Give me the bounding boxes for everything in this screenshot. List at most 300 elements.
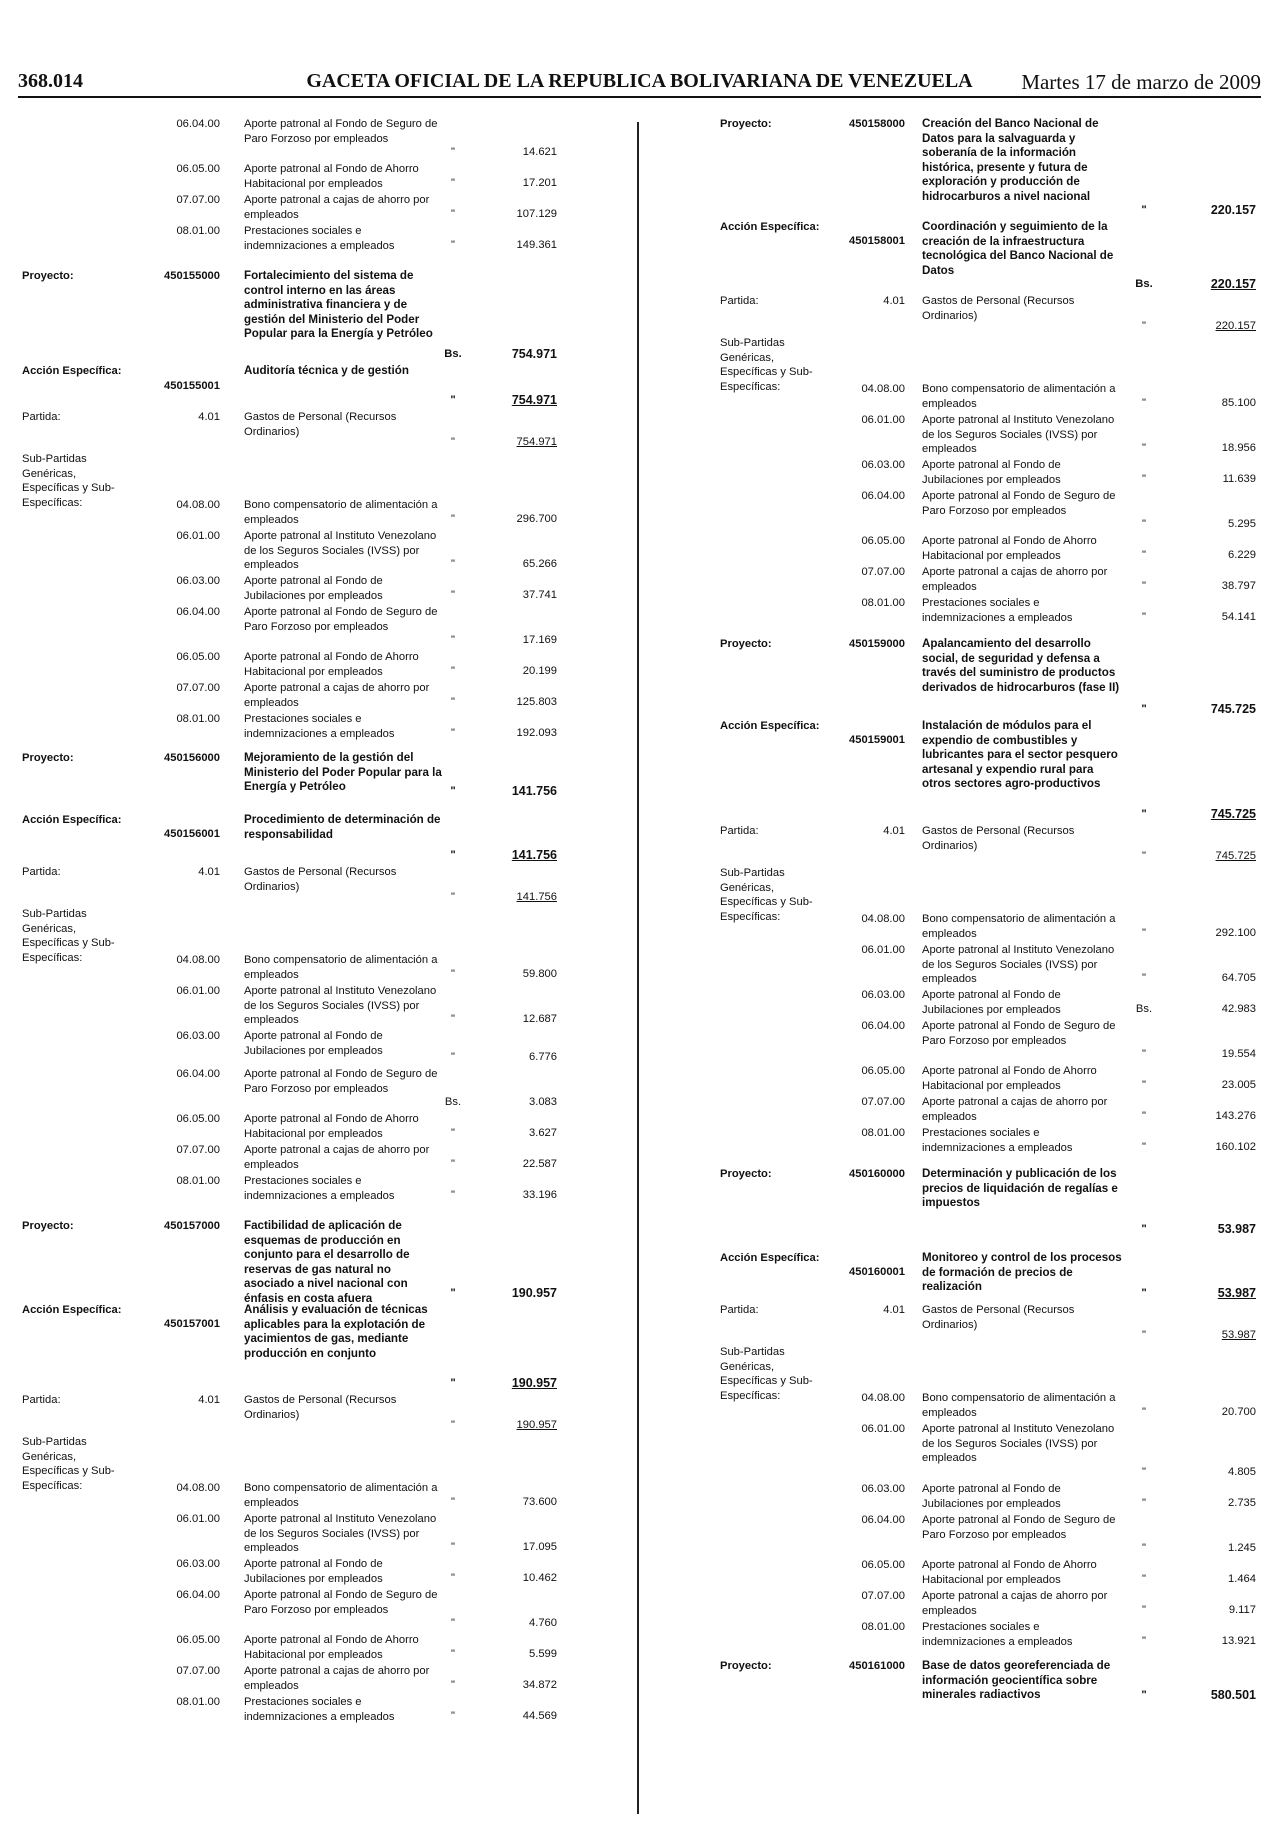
- row-amount: 44.569: [522, 1710, 557, 1722]
- row-description: Aporte patronal al Fondo de Ahorro Habitacional por empleados: [244, 1634, 419, 1661]
- row-description: Bono compensatorio de alimentación a empleados: [922, 913, 1116, 940]
- budget-row: [22, 117, 557, 162]
- row-amount: 4.760: [529, 1617, 557, 1629]
- row-code: 06.04.00: [176, 1589, 220, 1601]
- row-currency-mark: ": [1142, 850, 1146, 862]
- row-amount: 754.971: [511, 347, 557, 361]
- budget-row: [720, 596, 1256, 627]
- row-currency-mark: ": [1142, 1110, 1146, 1122]
- row-amount: 1.464: [1228, 1573, 1256, 1585]
- row-description: Prestaciones sociales e indemnizaciones a empleados: [244, 1696, 395, 1723]
- action-row: [22, 1303, 557, 1393]
- budget-row: [22, 193, 557, 224]
- row-amount: 17.095: [522, 1541, 557, 1553]
- row-label: Acción Específica:: [720, 1252, 820, 1264]
- row-amount: 5.295: [1228, 518, 1256, 530]
- row-currency-mark: ": [1142, 1497, 1146, 1509]
- row-currency-mark: ": [1142, 397, 1146, 409]
- row-code: 06.04.00: [861, 1020, 905, 1032]
- budget-row: [720, 1422, 1256, 1482]
- row-currency-mark: ": [451, 1158, 455, 1170]
- budget-row: [22, 865, 557, 907]
- row-amount: 745.725: [1215, 850, 1256, 862]
- budget-row: [720, 1126, 1256, 1157]
- budget-row: [22, 1481, 557, 1512]
- row-code: 06.03.00: [176, 575, 220, 587]
- budget-row: [720, 1513, 1256, 1558]
- row-description: Fortalecimiento del sistema de control interno en las áreas administrativa financiera y de gestión del Ministerio del Poder Popular para la Energía y Petróleo: [244, 269, 433, 341]
- row-code: 06.04.00: [176, 118, 220, 130]
- row-amount: 42.983: [1221, 1003, 1256, 1015]
- row-amount: 33.196: [522, 1189, 557, 1201]
- row-currency-mark: ": [451, 1189, 455, 1201]
- row-code: 450159000: [849, 638, 905, 650]
- row-label: Sub-Partidas Genéricas, Específicas y Sub-Específicas:: [22, 908, 115, 964]
- budget-row: [22, 1067, 557, 1112]
- row-amount: 17.169: [522, 634, 557, 646]
- row-amount: 53.987: [1221, 1329, 1256, 1341]
- column-divider: [637, 122, 639, 1814]
- budget-row: [22, 1393, 557, 1435]
- row-description: Aporte patronal a cajas de ahorro por empleados: [922, 566, 1108, 593]
- row-amount: 745.725: [1210, 807, 1256, 821]
- row-amount: 141.756: [516, 891, 557, 903]
- row-label: Partida:: [22, 411, 61, 423]
- row-amount: 73.600: [522, 1496, 557, 1508]
- row-description: Base de datos georeferenciada de información geocientífica sobre minerales radiactivos: [922, 1659, 1111, 1702]
- budget-row: [22, 1512, 557, 1557]
- row-currency-mark: ": [450, 1377, 456, 1389]
- row-amount: 2.735: [1228, 1497, 1256, 1509]
- row-code: 450156000: [164, 752, 220, 764]
- row-description: Prestaciones sociales e indemnizaciones a empleados: [922, 1621, 1073, 1648]
- row-description: Aporte patronal al Fondo de Ahorro Habitacional por empleados: [244, 651, 419, 678]
- budget-row: [22, 712, 557, 743]
- row-description: Creación del Banco Nacional de Datos para la salvaguarda y soberanía de la información histórica, presente y futura de exploración y producción de hidrocarburos a nivel nacional: [922, 117, 1099, 203]
- row-description: Bono compensatorio de alimentación a empleados: [244, 499, 438, 526]
- row-code: 06.01.00: [176, 1513, 220, 1525]
- row-currency-mark: ": [451, 727, 455, 739]
- row-code: 450155001: [164, 380, 220, 392]
- budget-row: [720, 988, 1256, 1019]
- row-currency-mark: ": [451, 634, 455, 646]
- row-description: Prestaciones sociales e indemnizaciones a empleados: [922, 597, 1073, 624]
- row-description: Aporte patronal al Fondo de Ahorro Habitacional por empleados: [922, 1065, 1097, 1092]
- row-code: 04.08.00: [176, 499, 220, 511]
- row-amount: 6.776: [529, 1051, 557, 1063]
- row-description: Aporte patronal al Instituto Venezolano de los Seguros Sociales (IVSS) por empleados: [922, 414, 1115, 456]
- row-amount: 220.157: [1210, 277, 1256, 291]
- budget-row: [22, 1633, 557, 1664]
- row-description: Aporte patronal a cajas de ahorro por empleados: [244, 1144, 430, 1171]
- row-code: 04.08.00: [861, 383, 905, 395]
- budget-row: [720, 1482, 1256, 1513]
- row-code: 450155000: [164, 270, 220, 282]
- row-code: 450158001: [849, 235, 905, 247]
- budget-row: [22, 1112, 557, 1143]
- budget-row: [22, 1029, 557, 1067]
- row-code: 450158000: [849, 118, 905, 130]
- row-currency-mark: ": [451, 513, 455, 525]
- row-amount: 3.083: [529, 1096, 557, 1108]
- row-description: Aporte patronal al Fondo de Jubilaciones por empleados: [922, 459, 1061, 486]
- row-label: Sub-Partidas Genéricas, Específicas y Sub-Específicas:: [720, 867, 813, 923]
- row-description: Aporte patronal al Fondo de Seguro de Paro Forzoso por empleados: [244, 1068, 438, 1095]
- action-row: [720, 719, 1256, 824]
- row-currency-mark: ": [451, 239, 455, 251]
- budget-row: [22, 574, 557, 605]
- row-amount: 9.117: [1228, 1604, 1256, 1616]
- row-description: Instalación de módulos para el expendio de combustibles y lubricantes para el sector pesquero artesanal y expendio rural para otros sectores agro-productivos: [922, 719, 1118, 791]
- project-row: [720, 1659, 1256, 1705]
- row-description: Prestaciones sociales e indemnizaciones a empleados: [244, 1175, 395, 1202]
- row-currency-mark: ": [450, 785, 456, 797]
- budget-row: [720, 1064, 1256, 1095]
- row-label: Acción Específica:: [22, 365, 122, 377]
- row-code: 4.01: [883, 825, 905, 837]
- row-label: Partida:: [720, 1304, 759, 1316]
- row-currency-mark: ": [451, 1127, 455, 1139]
- row-amount: 754.971: [516, 436, 557, 448]
- row-code: 07.07.00: [861, 1096, 905, 1108]
- row-currency-mark: ": [1142, 320, 1146, 332]
- project-row: [22, 751, 557, 801]
- row-amount: 220.157: [1210, 203, 1256, 217]
- budget-row: [22, 605, 557, 650]
- row-currency-mark: ": [451, 1419, 455, 1431]
- row-label: Proyecto:: [720, 1168, 772, 1180]
- page-number: 368.014: [18, 70, 83, 92]
- row-code: 07.07.00: [176, 682, 220, 694]
- row-amount: 59.800: [522, 968, 557, 980]
- row-code: 06.05.00: [176, 163, 220, 175]
- budget-row: [22, 953, 557, 984]
- row-amount: 22.587: [522, 1158, 557, 1170]
- row-description: Factibilidad de aplicación de esquemas de producción en conjunto para el desarrollo de reservas de gas natural no asociado a nivel nacional con énfasis en costa afuera: [244, 1219, 410, 1305]
- row-amount: 745.725: [1210, 702, 1256, 716]
- row-description: Aporte patronal al Fondo de Seguro de Paro Forzoso por empleados: [922, 490, 1116, 517]
- row-amount: 754.971: [511, 393, 557, 407]
- row-code: 4.01: [198, 866, 220, 878]
- budget-row: [720, 1589, 1256, 1620]
- row-description: Aporte patronal al Fondo de Seguro de Paro Forzoso por empleados: [244, 606, 438, 633]
- row-code: 06.05.00: [176, 651, 220, 663]
- action-row: [720, 1251, 1256, 1303]
- budget-row: [720, 565, 1256, 596]
- row-amount: 19.554: [1221, 1048, 1256, 1060]
- row-code: 04.08.00: [176, 1482, 220, 1494]
- row-label: Sub-Partidas Genéricas, Específicas y Sub-Específicas:: [720, 1346, 813, 1402]
- row-label: Acción Específica:: [720, 720, 820, 732]
- row-code: 06.04.00: [861, 1514, 905, 1526]
- row-description: Aporte patronal al Instituto Venezolano de los Seguros Sociales (IVSS) por empleados: [244, 1513, 437, 1555]
- row-currency-mark: ": [451, 696, 455, 708]
- row-amount: 64.705: [1221, 972, 1256, 984]
- row-currency-mark: ": [1141, 703, 1147, 715]
- row-code: 08.01.00: [861, 597, 905, 609]
- row-currency-mark: ": [450, 394, 456, 406]
- row-currency-mark: ": [1142, 1573, 1146, 1585]
- row-amount: 23.005: [1221, 1079, 1256, 1091]
- row-description: Gastos de Personal (Recursos Ordinarios): [922, 825, 1075, 852]
- row-code: 06.04.00: [176, 1068, 220, 1080]
- row-amount: 18.956: [1221, 442, 1256, 454]
- row-description: Procedimiento de determinación de responsabilidad: [244, 813, 441, 841]
- row-currency-mark: ": [451, 1572, 455, 1584]
- row-amount: 143.276: [1215, 1110, 1256, 1122]
- project-row: [720, 117, 1256, 220]
- row-amount: 3.627: [529, 1127, 557, 1139]
- action-row: [720, 220, 1256, 294]
- row-description: Gastos de Personal (Recursos Ordinarios): [244, 866, 397, 893]
- budget-row: [720, 489, 1256, 534]
- row-description: Aporte patronal al Fondo de Seguro de Paro Forzoso por empleados: [244, 1589, 438, 1616]
- row-currency-mark: ": [450, 849, 456, 861]
- row-code: 04.08.00: [861, 1392, 905, 1404]
- project-row: [22, 1219, 557, 1303]
- row-currency-mark: ": [1141, 1689, 1147, 1701]
- row-description: Prestaciones sociales e indemnizaciones a empleados: [244, 225, 395, 252]
- row-label: Partida:: [22, 1394, 61, 1406]
- row-code: 08.01.00: [176, 1175, 220, 1187]
- row-description: Aporte patronal al Fondo de Ahorro Habitacional por empleados: [244, 1113, 419, 1140]
- row-currency-mark: ": [1142, 1141, 1146, 1153]
- row-description: Aporte patronal a cajas de ahorro por empleados: [922, 1096, 1108, 1123]
- row-currency-mark: ": [451, 558, 455, 570]
- row-description: Aporte patronal al Instituto Venezolano de los Seguros Sociales (IVSS) por empleados: [244, 985, 437, 1027]
- row-code: 450159001: [849, 734, 905, 746]
- budget-row: [720, 413, 1256, 458]
- row-amount: 292.100: [1215, 927, 1256, 939]
- row-currency-mark: ": [451, 1648, 455, 1660]
- budget-row: [22, 410, 557, 452]
- row-amount: 53.987: [1217, 1286, 1256, 1300]
- row-amount: 53.987: [1217, 1222, 1256, 1236]
- left-column: [22, 117, 557, 1726]
- row-description: Aporte patronal al Fondo de Jubilaciones por empleados: [244, 1558, 383, 1585]
- row-currency-mark: ": [1142, 1079, 1146, 1091]
- row-currency-mark: ": [1142, 972, 1146, 984]
- row-amount: 190.957: [511, 1286, 557, 1300]
- row-description: Aporte patronal al Fondo de Seguro de Paro Forzoso por empleados: [922, 1514, 1116, 1541]
- row-code: 450160000: [849, 1168, 905, 1180]
- action-row: [22, 364, 557, 410]
- row-currency-mark: ": [451, 1617, 455, 1629]
- row-currency-mark: ": [1142, 1048, 1146, 1060]
- header-rule: [18, 96, 1261, 98]
- row-amount: 149.361: [516, 239, 557, 251]
- row-code: 08.01.00: [861, 1621, 905, 1633]
- row-description: Aporte patronal al Fondo de Seguro de Paro Forzoso por empleados: [244, 118, 438, 145]
- budget-row: [22, 498, 557, 529]
- row-code: 07.07.00: [176, 1144, 220, 1156]
- row-description: Gastos de Personal (Recursos Ordinarios): [244, 411, 397, 438]
- row-description: Aporte patronal a cajas de ahorro por empleados: [244, 194, 430, 221]
- budget-row: [720, 824, 1256, 866]
- row-label: Acción Específica:: [22, 814, 122, 826]
- row-currency-mark: ": [1142, 580, 1146, 592]
- row-description: Bono compensatorio de alimentación a empleados: [922, 1392, 1116, 1419]
- row-currency-mark: ": [451, 1679, 455, 1691]
- row-currency-mark: ": [451, 589, 455, 601]
- row-code: 4.01: [198, 411, 220, 423]
- row-description: Mejoramiento de la gestión del Ministerio del Poder Popular para la Energía y Petróleo: [244, 751, 442, 794]
- row-description: Análisis y evaluación de técnicas aplicables para la explotación de yacimientos de gas, mediante producción en conjunto: [244, 1303, 428, 1360]
- budget-row: [720, 1391, 1256, 1422]
- row-code: 450157000: [164, 1220, 220, 1232]
- row-currency-mark: ": [1141, 1223, 1147, 1235]
- project-row: [22, 269, 557, 364]
- budget-row: [22, 162, 557, 193]
- row-currency-mark: ": [1142, 1406, 1146, 1418]
- row-code: 06.03.00: [176, 1030, 220, 1042]
- row-code: 08.01.00: [861, 1127, 905, 1139]
- row-currency-mark: ": [451, 968, 455, 980]
- gazette-title: GACETA OFICIAL DE LA REPUBLICA BOLIVARIANA DE VENEZUELA: [306, 70, 973, 92]
- row-currency-mark: Bs.: [444, 348, 462, 360]
- budget-row: [720, 458, 1256, 489]
- row-currency-mark: ": [451, 177, 455, 189]
- row-amount: 190.957: [511, 1376, 557, 1390]
- row-description: Aporte patronal al Fondo de Seguro de Paro Forzoso por empleados: [922, 1020, 1116, 1047]
- row-currency-mark: Bs.: [1135, 278, 1153, 290]
- row-currency-mark: ": [451, 1541, 455, 1553]
- row-currency-mark: ": [1142, 611, 1146, 623]
- budget-row: [720, 912, 1256, 943]
- row-currency-mark: ": [451, 891, 455, 903]
- row-description: Aporte patronal al Fondo de Jubilaciones por empleados: [922, 989, 1061, 1016]
- row-amount: 38.797: [1221, 580, 1256, 592]
- row-code: 07.07.00: [861, 1590, 905, 1602]
- row-code: 07.07.00: [176, 1665, 220, 1677]
- budget-row: [720, 1620, 1256, 1651]
- row-label: Proyecto:: [720, 1660, 772, 1672]
- row-currency-mark: Bs.: [1135, 1003, 1153, 1015]
- budget-row: [22, 224, 557, 255]
- row-amount: 160.102: [1215, 1141, 1256, 1153]
- row-currency-mark: ": [1142, 1329, 1146, 1341]
- row-currency-mark: ": [451, 1496, 455, 1508]
- row-currency-mark: ": [1141, 204, 1147, 216]
- row-code: 450160001: [849, 1266, 905, 1278]
- row-amount: 20.199: [522, 665, 557, 677]
- row-code: 06.01.00: [861, 1423, 905, 1435]
- row-code: 450161000: [849, 1660, 905, 1672]
- row-label: Proyecto:: [720, 118, 772, 130]
- row-code: 06.03.00: [176, 1558, 220, 1570]
- row-amount: 13.921: [1221, 1635, 1256, 1647]
- row-amount: 65.266: [522, 558, 557, 570]
- row-label: Proyecto:: [22, 752, 74, 764]
- row-amount: 85.100: [1221, 397, 1256, 409]
- budget-row: [22, 1557, 557, 1588]
- row-code: 06.04.00: [861, 490, 905, 502]
- row-currency-mark: ": [1142, 518, 1146, 530]
- row-code: 08.01.00: [176, 1696, 220, 1708]
- row-description: Gastos de Personal (Recursos Ordinarios): [922, 295, 1075, 322]
- row-amount: 6.229: [1228, 549, 1256, 561]
- row-description: Monitoreo y control de los procesos de formación de precios de realización: [922, 1251, 1122, 1294]
- row-code: 06.03.00: [861, 459, 905, 471]
- row-currency-mark: ": [1142, 549, 1146, 561]
- row-description: Bono compensatorio de alimentación a empleados: [244, 1482, 438, 1509]
- budget-row: [720, 1095, 1256, 1126]
- row-label: Proyecto:: [22, 270, 74, 282]
- row-currency-mark: ": [451, 436, 455, 448]
- row-code: 06.01.00: [861, 944, 905, 956]
- row-label: Sub-Partidas Genéricas, Específicas y Sub-Específicas:: [22, 453, 115, 509]
- row-description: Bono compensatorio de alimentación a empleados: [922, 383, 1116, 410]
- budget-row: [22, 1143, 557, 1174]
- action-row: [22, 813, 557, 865]
- row-amount: 17.201: [522, 177, 557, 189]
- row-label: Partida:: [720, 295, 759, 307]
- row-currency-mark: ": [1141, 808, 1147, 820]
- budget-row: [22, 984, 557, 1029]
- row-currency-mark: ": [450, 1287, 456, 1299]
- right-column: [720, 117, 1256, 1705]
- project-row: [720, 637, 1256, 719]
- row-description: Aporte patronal al Fondo de Ahorro Habitacional por empleados: [922, 1559, 1097, 1586]
- row-code: 06.04.00: [176, 606, 220, 618]
- row-amount: 4.805: [1228, 1466, 1256, 1478]
- row-amount: 190.957: [516, 1419, 557, 1431]
- row-code: 08.01.00: [176, 225, 220, 237]
- budget-row: [720, 382, 1256, 413]
- row-amount: 107.129: [516, 208, 557, 220]
- row-code: 06.03.00: [861, 989, 905, 1001]
- row-amount: 37.741: [522, 589, 557, 601]
- row-code: 06.01.00: [861, 414, 905, 426]
- row-code: 07.07.00: [861, 566, 905, 578]
- budget-row: [22, 1664, 557, 1695]
- row-currency-mark: ": [451, 665, 455, 677]
- budget-row: [720, 1558, 1256, 1589]
- budget-row: [22, 1695, 557, 1726]
- row-currency-mark: ": [1142, 473, 1146, 485]
- budget-row: [22, 1174, 557, 1205]
- row-label: Sub-Partidas Genéricas, Específicas y Sub-Específicas:: [720, 337, 813, 393]
- issue-date: Martes 17 de marzo de 2009: [1021, 70, 1261, 94]
- row-label: Proyecto:: [720, 638, 772, 650]
- row-currency-mark: ": [451, 1710, 455, 1722]
- row-currency-mark: ": [1142, 927, 1146, 939]
- row-currency-mark: ": [1142, 1604, 1146, 1616]
- row-description: Apalancamiento del desarrollo social, de seguridad y defensa a través del suministro de productos derivados de hidrocarburos (fase II): [922, 637, 1120, 694]
- row-code: 06.01.00: [176, 985, 220, 997]
- row-code: 04.08.00: [176, 954, 220, 966]
- row-description: Aporte patronal al Instituto Venezolano de los Seguros Sociales (IVSS) por empleados: [922, 944, 1115, 986]
- row-amount: 11.639: [1222, 473, 1256, 485]
- row-description: Coordinación y seguimiento de la creación de la infraestructura tecnológica del Banco Nacional de Datos: [922, 220, 1114, 277]
- project-row: [720, 1167, 1256, 1239]
- row-description: Determinación y publicación de los precios de liquidación de regalías e impuestos: [922, 1167, 1118, 1210]
- budget-row: [22, 529, 557, 574]
- row-amount: 20.700: [1221, 1406, 1256, 1418]
- row-currency-mark: ": [1142, 1635, 1146, 1647]
- budget-row: [720, 534, 1256, 565]
- budget-row: [720, 1303, 1256, 1345]
- row-amount: 1.245: [1228, 1542, 1256, 1554]
- row-code: 4.01: [198, 1394, 220, 1406]
- row-code: 04.08.00: [861, 913, 905, 925]
- row-amount: 580.501: [1210, 1688, 1256, 1702]
- row-currency-mark: ": [1142, 1466, 1146, 1478]
- row-amount: 141.756: [511, 784, 557, 798]
- row-amount: 192.093: [516, 727, 557, 739]
- row-amount: 220.157: [1215, 320, 1256, 332]
- row-code: 08.01.00: [176, 713, 220, 725]
